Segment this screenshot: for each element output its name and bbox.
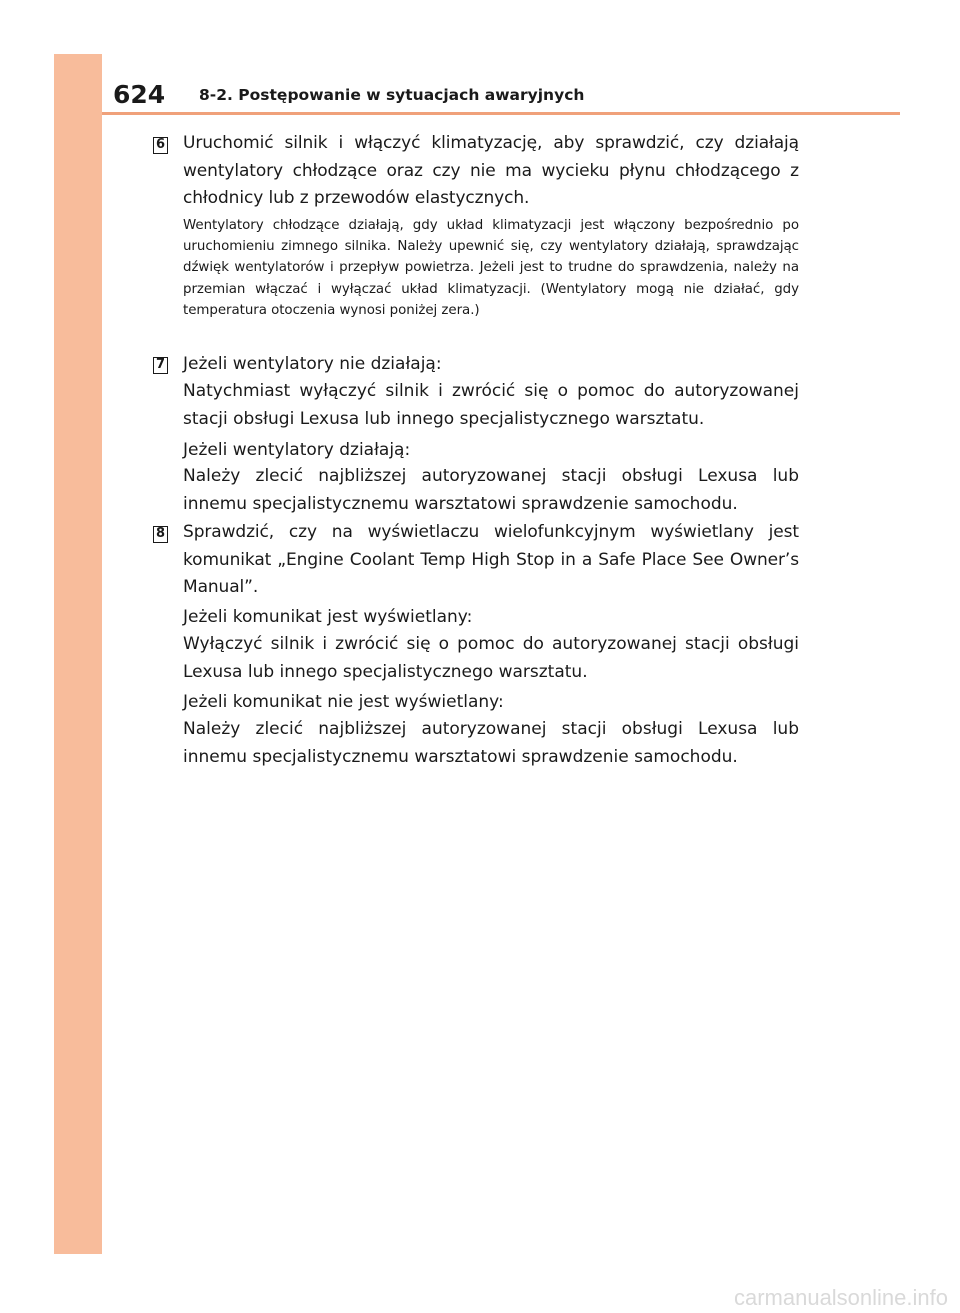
step-note: Wentylatory chłodzące działają, gdy układ klimatyzacji jest włączony bezpośrednio po uruchomieniu zimnego silnika. Należy upewnić się, czy wentylatory działają, sprawdzając dźwięk wentylatorów i przepływ powietrza. Jeżeli jest to trudne do sprawdzenia, należy na przemian włączać i wyłączać układ klimatyzacji. (Wentylatory mogą nie działać, gdy temperatura otoczenia wynosi poniżej zera.) — [183, 218, 799, 318]
page-number: 624 — [113, 80, 166, 109]
condition-label: Jeżeli wentylatory działają: — [183, 440, 411, 460]
step-instruction: Sprawdzić, czy na wyświetlaczu wielofunkcyjnym wyświetlany jest komunikat „Engine Coolant Temp High Stop in a Safe Place See Owner’s Manual”. — [183, 522, 799, 597]
condition-label: Jeżeli wentylatory nie działają: — [183, 354, 442, 374]
watermark: carmanualsonline.info — [733, 1285, 948, 1310]
condition-action: Wyłączyć silnik i zwrócić się o pomoc do autoryzowanej stacji obsługi Lexusa lub innego specjalistycznego warsztatu. — [183, 634, 799, 682]
step-number-badge: 8 — [153, 526, 168, 543]
step-number-badge: 7 — [153, 357, 168, 374]
step-instruction: Uruchomić silnik i włączyć klimatyzację, aby sprawdzić, czy działają wentylatory chłodzące oraz czy nie ma wycieku płynu chłodzącego z chłodnicy lub z przewodów elastycznych. — [183, 133, 799, 208]
section-title: 8-2. Postępowanie w sytuacjach awaryjnych — [199, 86, 585, 104]
condition-action: Należy zlecić najbliższej autoryzowanej stacji obsługi Lexusa lub innemu specjalistycznemu warsztatowi sprawdzenie samochodu. — [183, 719, 799, 767]
condition-label: Jeżeli komunikat nie jest wyświetlany: — [183, 692, 504, 712]
step-number-badge: 6 — [153, 137, 168, 154]
header-divider — [102, 112, 900, 115]
condition-action: Natychmiast wyłączyć silnik i zwrócić się o pomoc do autoryzowanej stacji obsługi Lexusa lub innego specjalistycznego warsztatu. — [183, 381, 799, 429]
condition-action: Należy zlecić najbliższej autoryzowanej stacji obsługi Lexusa lub innemu specjalistycznemu warsztatowi sprawdzenie samochodu. — [183, 466, 799, 514]
chapter-side-tab — [54, 54, 102, 1254]
condition-label: Jeżeli komunikat jest wyświetlany: — [183, 607, 473, 627]
